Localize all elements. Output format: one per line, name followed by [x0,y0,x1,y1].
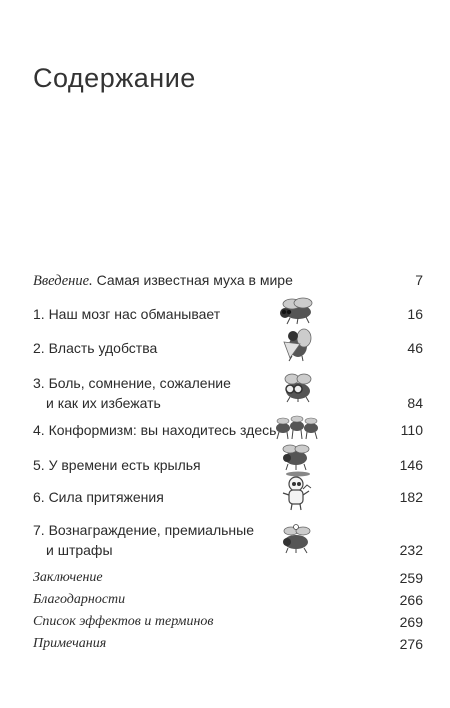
page-number: 276 [399,636,423,652]
fly-astronaut-icon [276,475,316,511]
toc-entry-chapter-3[interactable] [33,373,423,413]
page-number: 46 [407,340,423,356]
page-number: 110 [400,422,423,438]
chapter-title: 2. Власть удобства [33,340,158,356]
fly-sunglasses-icon [276,296,316,326]
intro-title: Самая известная муха в мире [96,272,293,288]
chapter-title: 7. Вознаграждение, премиальные [33,522,255,538]
chapter-title: 1. Наш мозг нас обманывает [33,306,221,322]
fly-group-icon [273,412,321,442]
page-number: 146 [399,457,423,473]
page-number: 266 [399,592,423,608]
back-matter-title: Благодарности [33,592,126,607]
chapter-title: 3. Боль, сомнение, сожаление [33,375,231,391]
fly-shadow-icon [276,443,316,477]
page-number: 7 [415,272,423,288]
fly-scarf-icon [276,328,316,362]
page-number: 269 [399,614,423,630]
chapter-title: 5. У времени есть крылья [33,457,201,473]
chapter-title: 6. Сила притяжения [33,489,164,505]
page-number: 16 [407,306,423,322]
chapter-title: 4. Конформизм: вы находитесь здесь [33,422,277,438]
page-number: 259 [399,570,423,586]
page-title: Содержание [33,63,196,93]
back-matter-title: Примечания [33,636,107,651]
toc-entry-chapter-7[interactable] [33,520,423,560]
fly-goggles-icon [276,373,316,403]
intro-prefix: Введение. [33,273,93,289]
back-matter-title: Список эффектов и терминов [33,614,214,629]
chapter-title-line2: и штрафы [46,542,113,558]
page-number: 84 [407,395,423,411]
page-number: 232 [399,542,423,558]
back-matter-title: Заключение [33,570,103,585]
page-number: 182 [399,489,423,505]
chapter-title-line2: и как их избежать [46,395,161,411]
fly-medal-icon [276,524,316,554]
